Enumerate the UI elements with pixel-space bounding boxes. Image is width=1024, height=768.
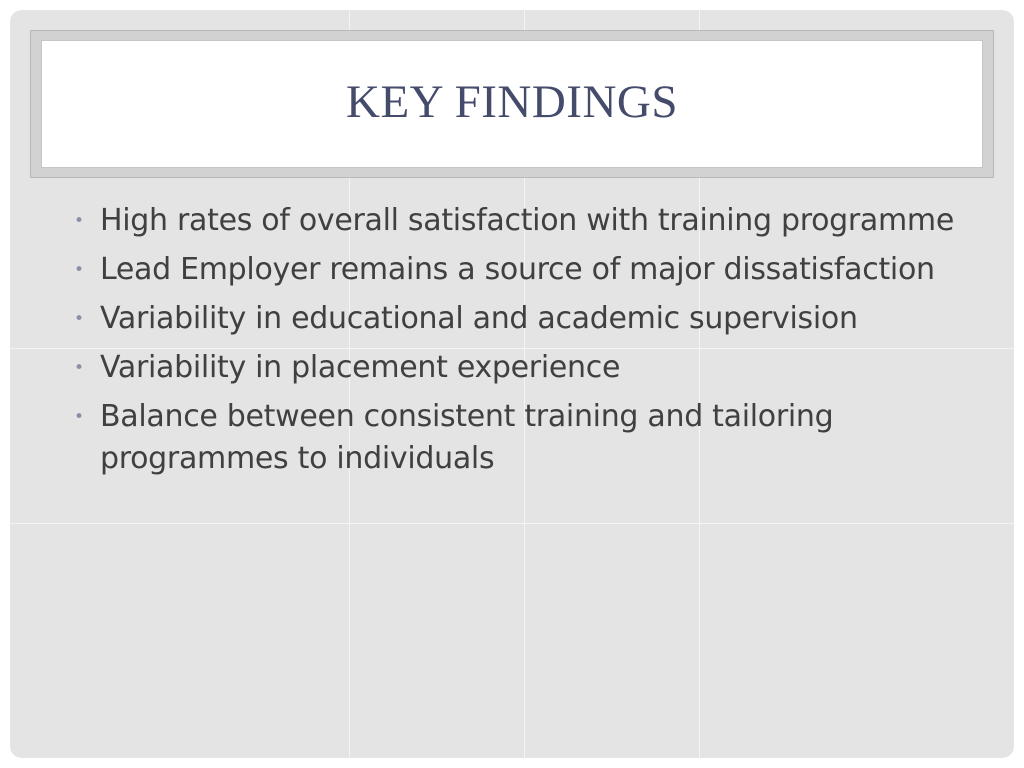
bullet-item <box>74 347 994 389</box>
title-box <box>41 40 983 168</box>
bullet-list <box>74 200 994 487</box>
bullet-text: Variability in placement experience <box>100 350 621 385</box>
bullet-text: Lead Employer remains a source of major dissatisfaction <box>100 252 935 287</box>
bullet-text: Balance between consistent training and tailoring programmes to individuals <box>100 399 834 476</box>
bullet-dot-icon: • <box>74 407 84 427</box>
title-frame <box>30 30 994 178</box>
background-grid-line <box>10 523 1014 524</box>
slide <box>10 10 1014 758</box>
bullet-dot-icon: • <box>74 211 84 231</box>
bullet-dot-icon: • <box>74 358 84 378</box>
bullet-item <box>74 298 994 340</box>
bullet-item <box>74 200 994 242</box>
bullet-dot-icon: • <box>74 260 84 280</box>
bullet-item <box>74 396 994 480</box>
bullet-dot-icon: • <box>74 309 84 329</box>
slide-title: KEY FINDINGS <box>346 76 678 128</box>
bullet-text: Variability in educational and academic supervision <box>100 301 858 336</box>
bullet-text: High rates of overall satisfaction with training programme <box>100 203 954 238</box>
bullet-item <box>74 249 994 291</box>
